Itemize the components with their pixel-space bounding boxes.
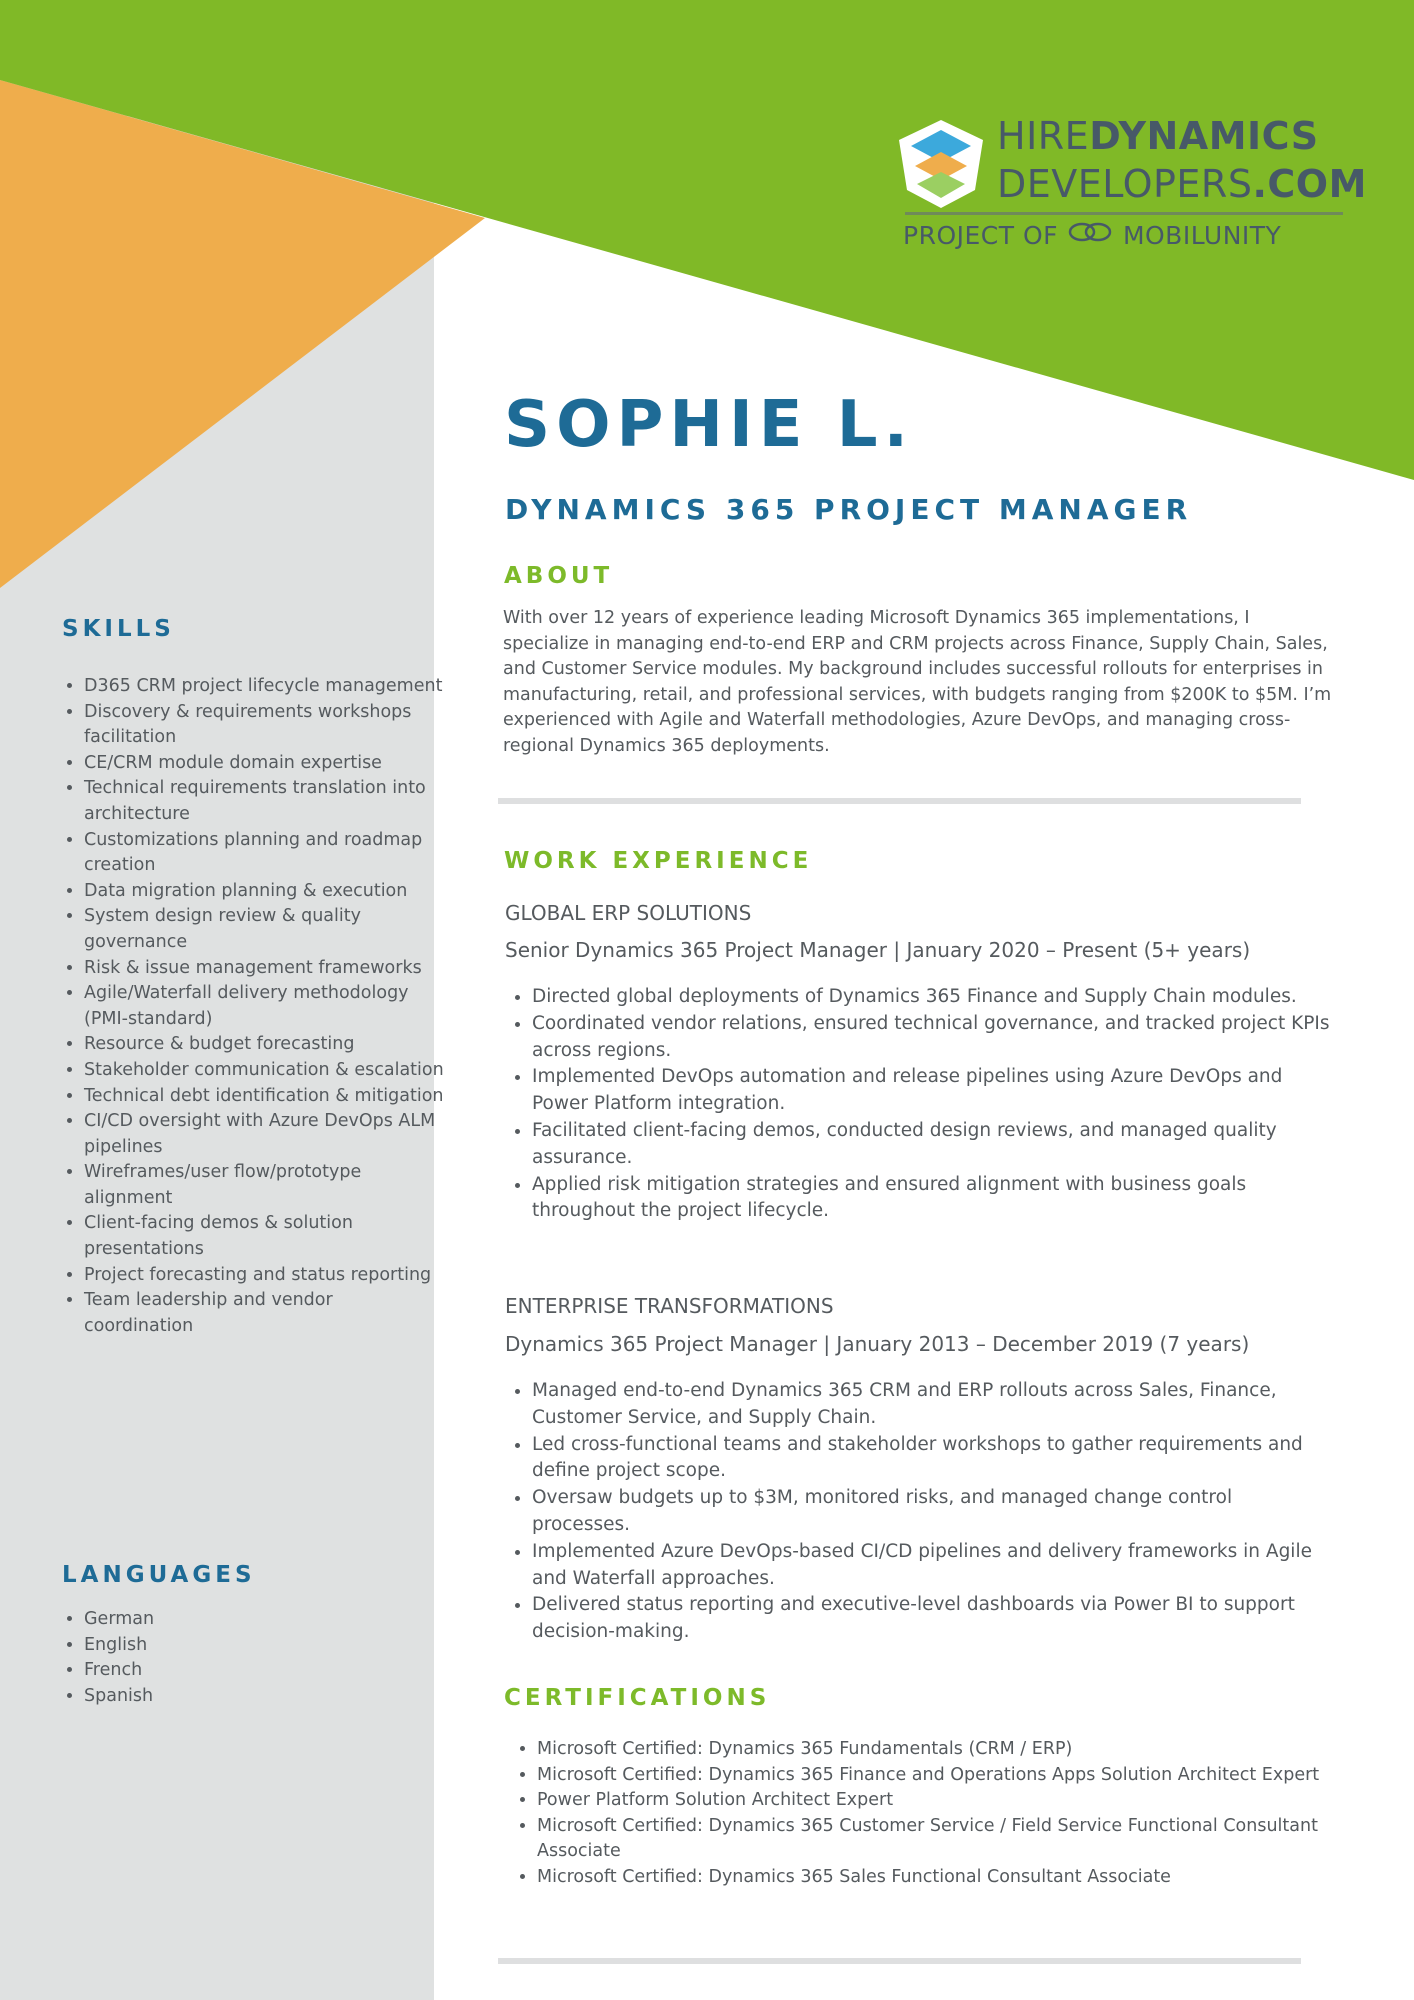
language-item: • English [84, 1633, 444, 1659]
certification-item: • Microsoft Certified: Dynamics 365 Fundamentals (CRM / ERP) [537, 1737, 1367, 1763]
job-company: GLOBAL ERP SOLUTIONS [505, 901, 752, 925]
certification-item: • Microsoft Certified: Dynamics 365 Sales Functional Consultant Associate [537, 1865, 1367, 1891]
work-experience-heading: WORK EXPERIENCE [504, 848, 813, 874]
skill-item: • Technical requirements translation into architecture [84, 776, 444, 827]
skill-item: • CI/CD oversight with Azure DevOps ALM pipelines [84, 1109, 444, 1160]
skill-item: • System design review & quality governance [84, 904, 444, 955]
certifications-heading: CERTIFICATIONS [504, 1685, 771, 1711]
job-bullet: • Implemented Azure DevOps-based CI/CD pipelines and delivery frameworks in Agile and Waterfall approaches. [532, 1539, 1332, 1593]
logo-divider [905, 212, 1343, 215]
about-text: With over 12 years of experience leading Microsoft Dynamics 365 implementations, I specialize in managing end-to-end ERP and CRM projects across Finance, Supply Chain, Sales, and Customer Service modules. My background includes successful rollouts for enterprises in manufacturing, retail, and professional services, with budgets ranging from $200K to $5M. I’m experienced with Agile and Waterfall methodologies, Azure DevOps, and managing cross-regional Dynamics 365 deployments. [503, 608, 1332, 756]
company-logo [895, 112, 1367, 257]
section-divider [498, 1958, 1301, 1964]
job-bullet: • Implemented DevOps automation and release pipelines using Azure DevOps and Power Platform integration. [532, 1064, 1332, 1118]
job-bullet: • Oversaw budgets up to $3M, monitored risks, and managed change control processes. [532, 1485, 1332, 1539]
job-title: Dynamics 365 Project Manager | January 2013 – December 2019 (7 years) [505, 1332, 1250, 1356]
job-title: Senior Dynamics 365 Project Manager | January 2020 – Present (5+ years) [505, 938, 1251, 962]
skill-item: • CE/CRM module domain expertise [84, 751, 444, 777]
skill-item: • Client-facing demos & solution presentations [84, 1211, 444, 1262]
logo-cube-icon [895, 118, 987, 210]
language-item: • French [84, 1658, 444, 1684]
language-item: • German [84, 1607, 444, 1633]
skills-list [62, 674, 444, 1339]
skill-item: • Team leadership and vendor coordination [84, 1288, 444, 1339]
job-bullet: • Directed global deployments of Dynamics 365 Finance and Supply Chain modules. [532, 984, 1332, 1011]
skill-item: • Risk & issue management frameworks [84, 956, 444, 982]
job-bullet: • Coordinated vendor relations, ensured technical governance, and tracked project KPIs across regions. [532, 1011, 1332, 1065]
language-item: • Spanish [84, 1684, 444, 1710]
job-bullet: • Managed end-to-end Dynamics 365 CRM and ERP rollouts across Sales, Finance, Customer Service, and Supply Chain. [532, 1378, 1332, 1432]
job-bullets [505, 984, 1332, 1225]
job-company: ENTERPRISE TRANSFORMATIONS [505, 1294, 834, 1318]
about-heading: ABOUT [504, 563, 614, 589]
skill-item: • Discovery & requirements workshops facilitation [84, 700, 444, 751]
candidate-role: DYNAMICS 365 PROJECT MANAGER [505, 493, 1193, 526]
mobilunity-leaf-icon [1066, 220, 1114, 251]
job-bullet: • Applied risk mitigation strategies and ensured alignment with business goals throughout the project lifecycle. [532, 1172, 1332, 1226]
certification-item: • Microsoft Certified: Dynamics 365 Customer Service / Field Service Functional Consultant Associate [537, 1814, 1367, 1865]
skill-item: • Resource & budget forecasting [84, 1032, 444, 1058]
section-divider [498, 798, 1301, 804]
skill-item: • D365 CRM project lifecycle management [84, 674, 444, 700]
skill-item: • Project forecasting and status reporting [84, 1263, 444, 1289]
job-bullet: • Facilitated client-facing demos, conducted design reviews, and managed quality assurance. [532, 1118, 1332, 1172]
skill-item: • Stakeholder communication & escalation [84, 1058, 444, 1084]
certifications-list [510, 1737, 1367, 1891]
logo-tagline: PROJECT OF MOBILUNITY [903, 221, 1282, 250]
skill-item: • Agile/Waterfall delivery methodology (PMI-standard) [84, 981, 444, 1032]
skill-item: • Customizations planning and roadmap creation [84, 828, 444, 879]
candidate-name: SOPHIE L. [504, 388, 914, 462]
logo-wordmark: HIREDYNAMICS DEVELOPERS.COM [997, 114, 1367, 206]
certification-item: • Microsoft Certified: Dynamics 365 Finance and Operations Apps Solution Architect Expert [537, 1763, 1367, 1789]
job-bullet: • Led cross-functional teams and stakeholder workshops to gather requirements and define project scope. [532, 1432, 1332, 1486]
skill-item: • Wireframes/user flow/prototype alignment [84, 1160, 444, 1211]
job-bullet: • Delivered status reporting and executive-level dashboards via Power BI to support decision-making. [532, 1592, 1332, 1646]
skills-heading: SKILLS [62, 616, 175, 642]
job-bullets [505, 1378, 1332, 1646]
languages-heading: LANGUAGES [62, 1562, 256, 1588]
skill-item: • Data migration planning & execution [84, 879, 444, 905]
skill-item: • Technical debt identification & mitigation [84, 1084, 444, 1110]
languages-list [62, 1607, 444, 1709]
certification-item: • Power Platform Solution Architect Expert [537, 1788, 1367, 1814]
